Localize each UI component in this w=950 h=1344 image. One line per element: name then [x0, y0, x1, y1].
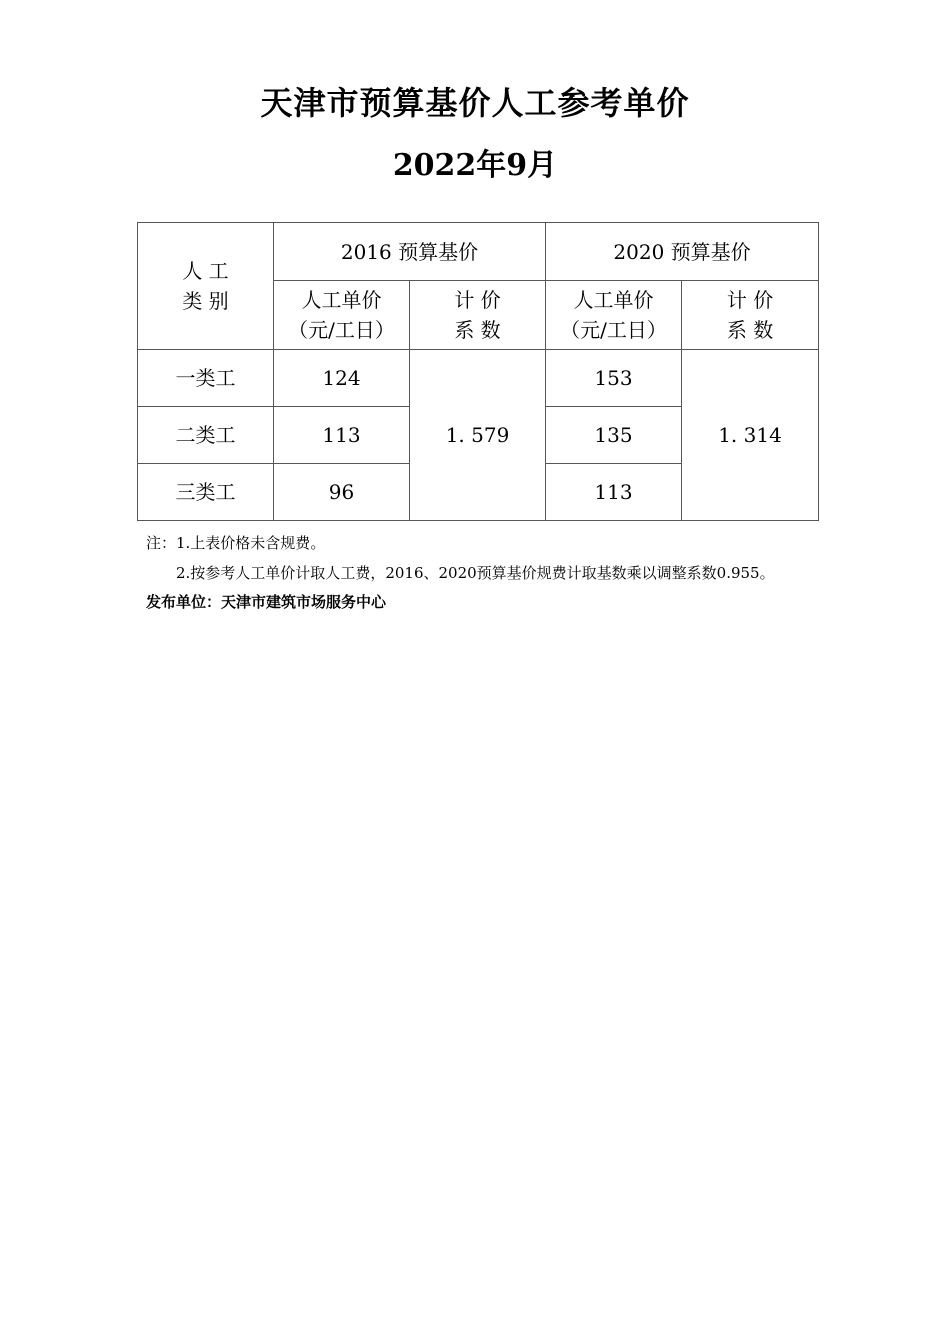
price-2020-cell: 113 [546, 464, 682, 521]
coefficient-2020-cell: 1. 314 [682, 350, 819, 521]
labor-price-table [137, 222, 819, 521]
unit-price-unit: （元/工日） [560, 318, 667, 342]
price-2016-cell: 96 [274, 464, 410, 521]
price-2020-cell: 153 [546, 350, 682, 407]
coefficient-2016-cell: 1. 579 [410, 350, 546, 521]
header-labor-category-line1: 人 工 [182, 259, 229, 283]
unit-price-unit: （元/工日） [288, 318, 395, 342]
header-group-2020: 2020 预算基价 [546, 223, 819, 281]
note-2: 2.按参考人工单价计取人工费，2016、2020预算基价规费计取基数乘以调整系数0.955。 [176, 564, 775, 582]
page-subtitle: 2022年9月 [392, 148, 558, 183]
header-labor-category [138, 223, 274, 350]
category-cell: 二类工 [138, 407, 274, 464]
note-1: 注：1.上表价格未含规费。 [146, 534, 326, 552]
page-title: 天津市预算基价人工参考单价 [260, 84, 690, 122]
price-2020-cell: 135 [546, 407, 682, 464]
header-labor-category-line2: 类 别 [182, 289, 229, 313]
header-coefficient-2016 [410, 281, 546, 350]
coefficient-label-line1: 计 价 [726, 288, 774, 312]
coefficient-label-line2: 系 数 [454, 318, 501, 342]
publisher-line: 发布单位：天津市建筑市场服务中心 [146, 593, 387, 611]
header-coefficient-2020 [682, 281, 819, 350]
table-row [138, 350, 819, 407]
category-cell: 一类工 [138, 350, 274, 407]
coefficient-label-line2: 系 数 [726, 318, 774, 342]
unit-price-label: 人工单价 [301, 288, 382, 312]
category-cell: 三类工 [138, 464, 274, 521]
unit-price-label: 人工单价 [573, 288, 654, 312]
header-unit-price-2016 [274, 281, 410, 350]
coefficient-label-line1: 计 价 [454, 288, 501, 312]
header-unit-price-2020 [546, 281, 682, 350]
header-group-2016: 2016 预算基价 [274, 223, 546, 281]
price-2016-cell: 124 [274, 350, 410, 407]
price-2016-cell: 113 [274, 407, 410, 464]
table-header-row-groups [138, 223, 819, 281]
